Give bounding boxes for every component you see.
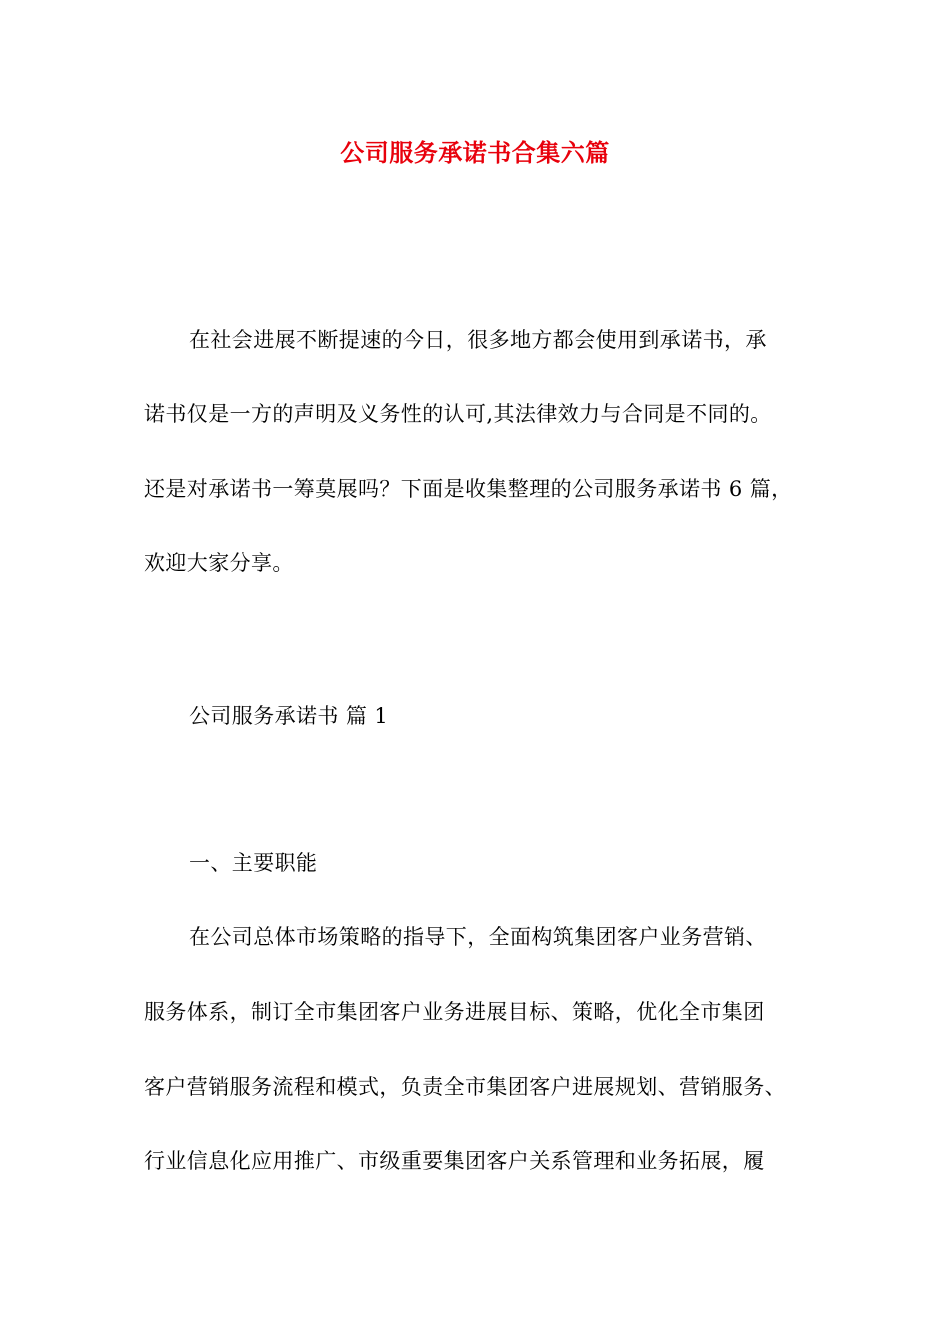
- body-line-1: 在公司总体市场策略的指导下，全面构筑集团客户业务营销、: [189, 925, 767, 949]
- intro-line-4: 欢迎大家分享。: [144, 551, 294, 575]
- body-line-4: 行业信息化应用推广、市级重要集团客户关系管理和业务拓展，履: [144, 1149, 765, 1173]
- document-title: 公司服务承诺书合集六篇: [340, 138, 610, 167]
- intro-line-1: 在社会进展不断提速的今日，很多地方都会使用到承诺书，承: [189, 328, 767, 352]
- subheading: 一、主要职能: [189, 851, 318, 875]
- body-line-3: 客户营销服务流程和模式，负责全市集团客户进展规划、营销服务、: [144, 1075, 786, 1099]
- section-heading: 公司服务承诺书 篇 1: [189, 704, 389, 728]
- body-line-2: 服务体系，制订全市集团客户业务进展目标、策略，优化全市集团: [144, 1000, 765, 1024]
- intro-line-3: 还是对承诺书一筹莫展吗？下面是收集整理的公司服务承诺书 6 篇，: [144, 477, 793, 501]
- intro-line-2: 诺书仅是一方的声明及义务性的认可,其法律效力与合同是不同的。: [144, 402, 772, 426]
